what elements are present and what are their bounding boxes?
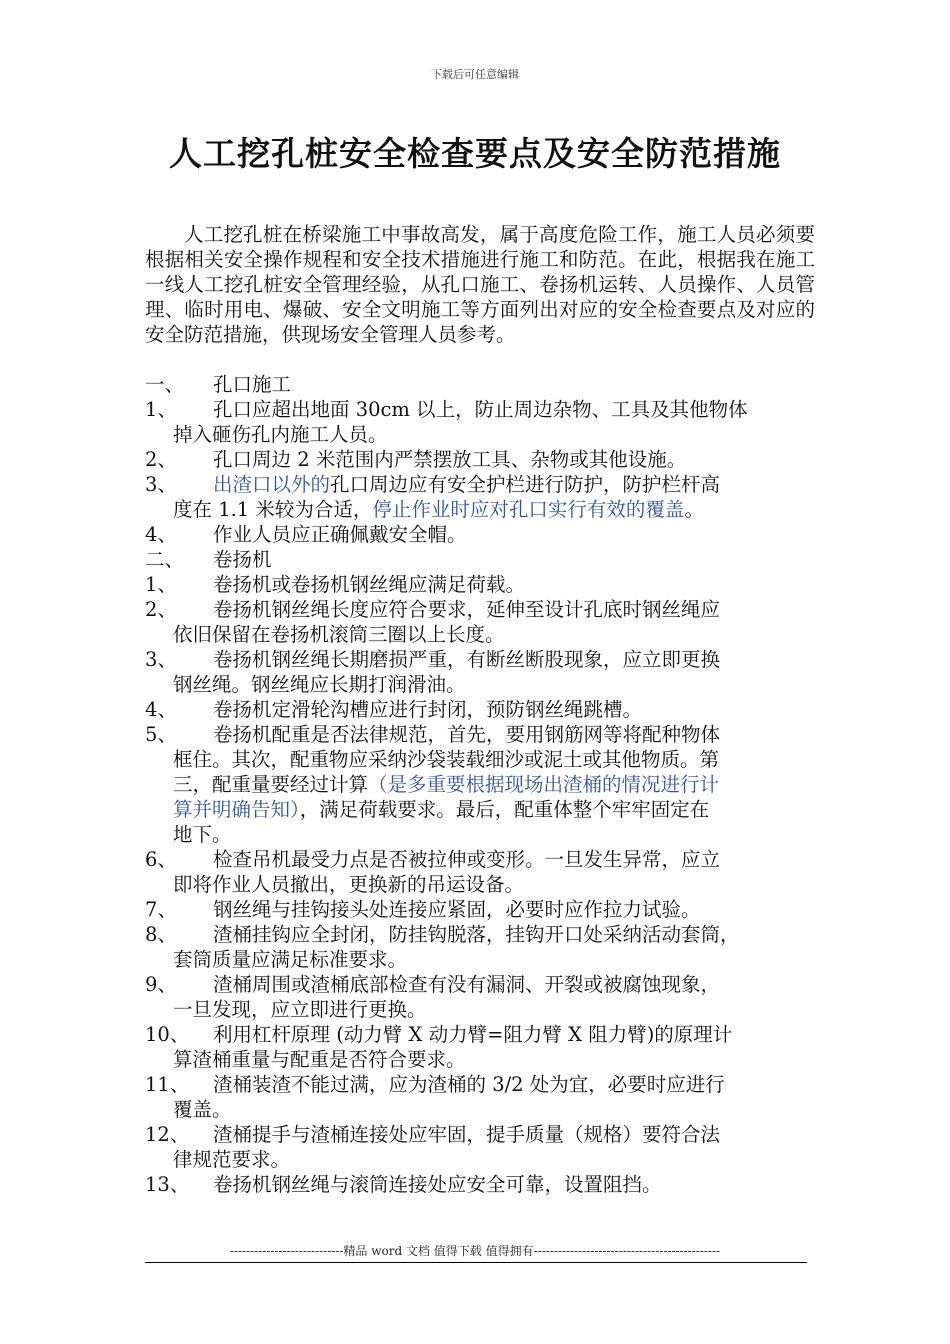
section-title: 孔口施工 <box>213 373 292 396</box>
item-text-cont: 律规范要求。 <box>173 1148 291 1171</box>
item-text: 渣桶装渣不能过满，应为渣桶的 3/2 处为宜，必要时应进行 <box>213 1073 725 1096</box>
item-text: 作业人员应正确佩戴安全帽。 <box>213 523 467 546</box>
item-number: 1、 <box>145 573 177 596</box>
intro-paragraph: 人工挖孔桩在桥梁施工中事故高发，属于高度危险工作，施工人员必须要根据相关安全操作规程和安全技术措施进行施工和防范。在此，根据我在施工一线人工挖孔桩安全管理经验，从孔口施工、卷扬机运转、人员操作、人员管理、临时用电、爆破、安全文明施工等方面列出对应的安全检查要点及对应的安全防范措施，供现场安全管理人员参考。 <box>145 223 815 346</box>
item-number: 3、 <box>145 473 177 496</box>
list-item <box>145 522 815 547</box>
item-number: 12、 <box>145 1123 190 1146</box>
highlight-text: 出渣口以外的 <box>213 473 331 496</box>
item-text-cont: 三，配重量要经过计算 <box>173 773 369 796</box>
item-text: 孔口周边应有安全护栏进行防护，防护栏杆高 <box>330 473 721 496</box>
list-item <box>145 897 815 922</box>
section-heading-2 <box>145 547 815 572</box>
item-number: 5、 <box>145 723 177 746</box>
item-text-cont: 掉入砸伤孔内施工人员。 <box>173 423 388 446</box>
item-number: 10、 <box>145 1023 190 1046</box>
item-number: 2、 <box>145 448 177 471</box>
footer-divider <box>145 1262 807 1263</box>
item-text-cont: 钢丝绳。钢丝绳应长期打润滑油。 <box>173 673 466 696</box>
item-text-cont: 一旦发现，应立即进行更换。 <box>173 998 427 1021</box>
item-number: 8、 <box>145 923 177 946</box>
page-footer: ----------------------------精品 word 文档 值得下载 值得拥有---------------------------------------------- <box>229 1244 721 1258</box>
item-number: 13、 <box>145 1173 190 1196</box>
item-text: 卷扬机定滑轮沟槽应进行封闭，预防钢丝绳跳槽。 <box>213 698 643 721</box>
item-number: 4、 <box>145 523 177 546</box>
item-text: 卷扬机配重是否法律规范，首先，要用钢筋网等将配种物体 <box>213 723 721 746</box>
spacer <box>145 347 815 372</box>
list-item <box>145 922 815 972</box>
highlight-text: （是多重要根据现场出渣桶的情况进行计 <box>368 773 720 796</box>
item-text-cont: 即将作业人员撤出，更换新的吊运设备。 <box>173 873 525 896</box>
item-text-cont: 地下。 <box>173 823 232 846</box>
item-text: 卷扬机或卷扬机钢丝绳应满足荷载。 <box>213 573 526 596</box>
item-text-cont: 覆盖。 <box>173 1098 232 1121</box>
item-number: 7、 <box>145 898 177 921</box>
list-item <box>145 647 815 697</box>
item-text: 孔口应超出地面 30cm 以上，防止周边杂物、工具及其他物体 <box>213 398 748 421</box>
item-number: 6、 <box>145 848 177 871</box>
item-number: 2、 <box>145 598 177 621</box>
list-item <box>145 1172 815 1197</box>
list-item <box>145 447 815 472</box>
item-text-cont: 依旧保留在卷扬机滚筒三圈以上长度。 <box>173 623 505 646</box>
list-item <box>145 1122 815 1172</box>
item-text-cont: ，满足荷载要求。最后，配重体整个牢牢固定在 <box>299 798 710 821</box>
list-item <box>145 397 815 447</box>
item-number: 4、 <box>145 698 177 721</box>
item-text: 卷扬机钢丝绳与滚筒连接处应安全可靠，设置阻挡。 <box>213 1173 662 1196</box>
item-text: 渣桶挂钩应全封闭，防挂钩脱落，挂钩开口处采纳活动套筒， <box>213 923 740 946</box>
section-heading-1 <box>145 372 815 397</box>
item-text: 渣桶提手与渣桶连接处应牢固，提手质量（规格）要符合法 <box>213 1123 721 1146</box>
list-item <box>145 972 815 1022</box>
item-text: 利用杠杆原理 (动力臂 X 动力臂=阻力臂 X 阻力臂)的原理计 <box>213 1023 733 1046</box>
highlight-text: 算并明确告知） <box>173 798 300 821</box>
section-number: 二、 <box>145 548 185 571</box>
item-text: 孔口周边 2 米范围内严禁摆放工具、杂物或其他设施。 <box>213 448 687 471</box>
item-number: 3、 <box>145 648 177 671</box>
highlight-text: 停止作业时应对孔口实行有效的覆盖 <box>372 498 685 521</box>
item-text-cont: 套筒质量应满足标准要求。 <box>173 948 408 971</box>
item-number: 1、 <box>145 398 177 421</box>
list-item <box>145 1072 815 1122</box>
document-body <box>145 222 815 1197</box>
section-title: 卷扬机 <box>213 548 272 571</box>
list-item <box>145 847 815 897</box>
item-text: 检查吊机最受力点是否被拉伸或变形。一旦发生异常，应立 <box>213 848 721 871</box>
section-number: 一、 <box>145 373 185 396</box>
page-title: 人工挖孔桩安全检查要点及安全防范措施 <box>169 134 781 173</box>
item-text-cont: 度在 1.1 米较为合适， <box>173 498 373 521</box>
item-text: 卷扬机钢丝绳长期磨损严重，有断丝断股现象，应立即更换 <box>213 648 721 671</box>
list-item <box>145 722 815 847</box>
item-text-cont: 框住。其次，配重物应采纳沙袋装载细沙或泥土或其他物质。第 <box>173 748 720 771</box>
item-text: 卷扬机钢丝绳长度应符合要求，延伸至设计孔底时钢丝绳应 <box>213 598 721 621</box>
item-text: 渣桶周围或渣桶底部检查有没有漏洞、开裂或被腐蚀现象， <box>213 973 721 996</box>
list-item <box>145 572 815 597</box>
list-item <box>145 472 815 522</box>
item-text-cont: 。 <box>684 498 704 521</box>
item-text: 钢丝绳与挂钩接头处连接应紧固，必要时应作拉力试验。 <box>213 898 701 921</box>
item-text-cont: 算渣桶重量与配重是否符合要求。 <box>173 1048 466 1071</box>
list-item <box>145 697 815 722</box>
header-note: 下载后可任意编辑 <box>431 68 519 81</box>
item-number: 11、 <box>145 1073 190 1096</box>
item-number: 9、 <box>145 973 177 996</box>
list-item <box>145 1022 815 1072</box>
list-item <box>145 597 815 647</box>
